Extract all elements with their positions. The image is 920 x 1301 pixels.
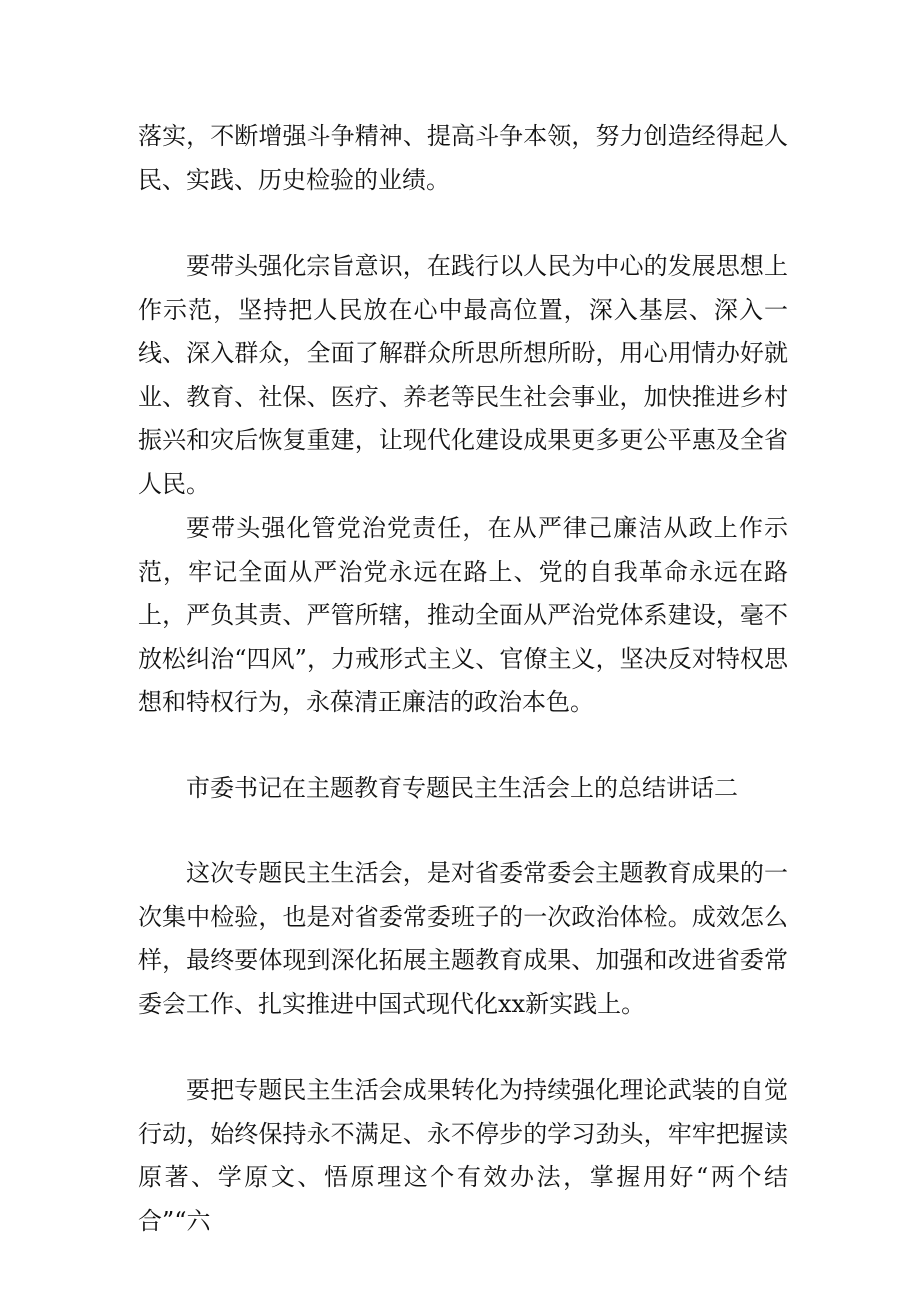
paragraph-theory-study: 要把专题民主生活会成果转化为持续强化理论武装的自觉行动，始终保持永不满足、永不停步的学习劲头，牢牢把握读原著、学原文、悟原理这个有效办法，掌握用好“两个结合”“六 [138,1076,788,1235]
paragraph-meeting-review: 这次专题民主生活会，是对省委常委会主题教育成果的一次集中检验，也是对省委常委班子的一次政治体检。成效怎么样，最终要体现到深化拓展主题教育成果、加强和改进省委常委会工作、扎实推进中国式现代化xx新实践上。 [138,859,788,1018]
paragraph-purpose-awareness: 要带头强化宗旨意识，在践行以人民为中心的发展思想上作示范，坚持把人民放在心中最高位置，深入基层、深入一线、深入群众，全面了解群众所思所想所盼，用心用情办好就业、教育、社保、医疗、养老等民生社会事业，加快推进乡村振兴和灾后恢复重建，让现代化建设成果更多更公平惠及全省人民。 [138,252,788,498]
paragraph-party-governance: 要带头强化管党治党责任，在从严律己廉洁从政上作示范，牢记全面从严治党永远在路上、党的自我革命永远在路上，严负其责、严管所辖，推动全面从严治党体系建设，毫不放松纠治“四风”，力戒形式主义、官僚主义，坚决反对特权思想和特权行为，永葆清正廉洁的政治本色。 [138,514,788,716]
section-heading: 市委书记在主题教育专题民主生活会上的总结讲话二 [186,774,738,802]
paragraph-continuation: 落实，不断增强斗争精神、提高斗争本领，努力创造经得起人民、实践、历史检验的业绩。 [138,122,788,194]
